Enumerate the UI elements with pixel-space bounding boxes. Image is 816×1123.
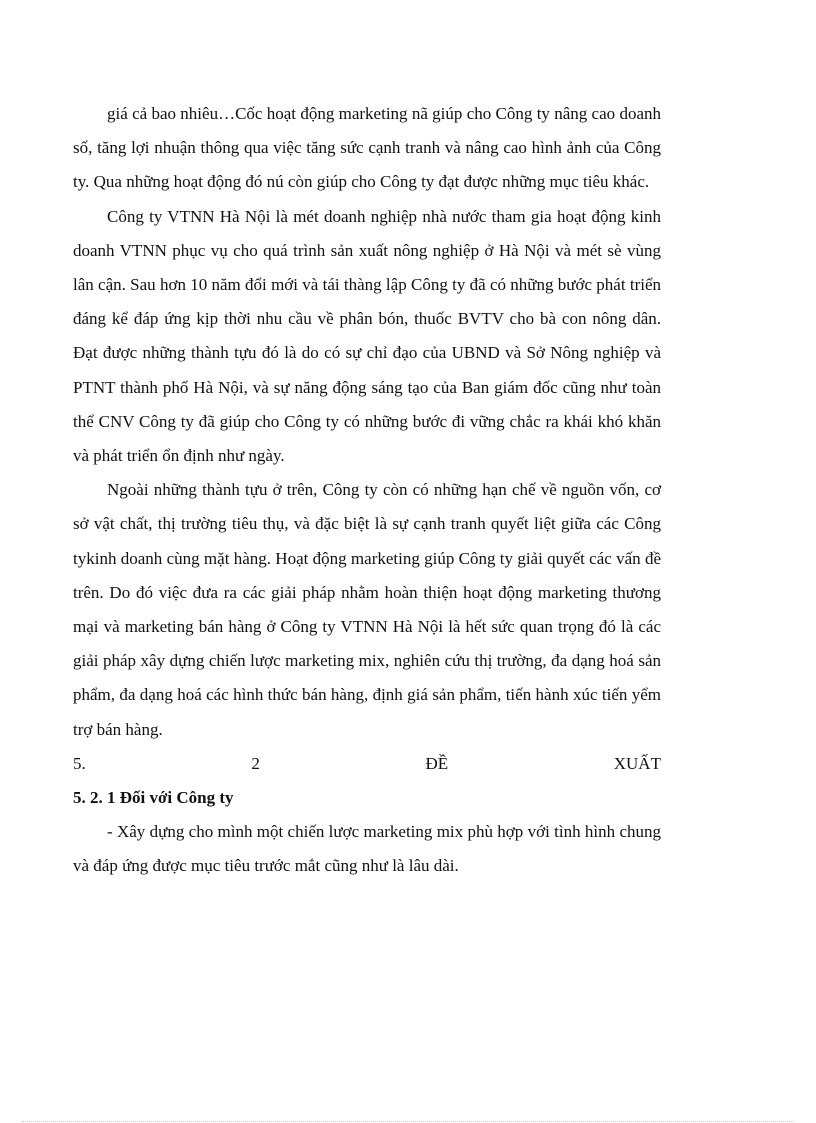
paragraph-marketing-benefits: giá cả bao nhiêu…Cốc hoạt động marketing nã giúp cho Công ty nâng cao doanh số, tăng lợi nhuận thông qua việc tăng sức cạnh tranh và nâng cao hình ảnh của Công ty. Qua những hoạt động đó nú còn giúp cho Công ty đạt được những mục tiêu khác.: [73, 104, 661, 192]
paragraph-limitations-solutions: Ngoài những thành tựu ở trên, Công ty còn có những hạn chế về nguồn vốn, cơ sở vật chất, thị trường tiêu thụ, và đặc biệt là sự cạnh tranh quyết liệt giữa các Công tykinh doanh cùng mặt hàng. Hoạt động marketing giúp Công ty giải quyết các vấn đề trên. Do đó việc đưa ra các giải pháp nhằm hoàn thiện hoạt động marketing thương mại và marketing bán hàng ở Công ty VTNN Hà Nội là hết sức quan trọng đó là các giải pháp xây dựng chiến lược marketing mix, nghiên cứu thị trường, đa dạng hoá sản phẩm, đa dạng hoá các hình thức bán hàng, định giá sản phẩm, tiến hành xúc tiến yểm trợ bán hàng.: [73, 480, 661, 739]
section-heading-proposal: [73, 747, 661, 781]
section-heading-part-word-1: ĐỀ: [425, 753, 449, 773]
paragraph-company-overview: Công ty VTNN Hà Nội là mét doanh nghiệp nhà nước tham gia hoạt động kinh doanh VTNN phục vụ cho quá trình sản xuất nông nghiệp ở Hà Nội và mét sè vùng lân cận. Sau hơn 10 năm đổi mới và tái thàng lập Công ty đã có những bước phát triển đáng kể đáp ứng kịp thời nhu cầu về phân bón, thuốc BVTV cho bà con nông dân. Đạt được những thành tựu đó là do có sự chỉ đạo của UBND và Sở Nông nghiệp và PTNT thành phố Hà Nội, và sự năng động sáng tạo của Ban giám đốc cũng như toàn thể CNV Công ty đã giúp cho Công ty có những bước đi vững chắc ra khái khó khăn và phát triển ổn định như ngày.: [73, 206, 661, 466]
paragraph-proposal-item: - Xây dựng cho mình một chiến lược marketing mix phù hợp với tình hình chung và đáp ứng được mục tiêu trước mắt cũng như là lâu dài.: [73, 822, 661, 876]
section-heading-part-subnumber: 2: [251, 753, 260, 773]
section-heading-part-number: 5.: [73, 753, 86, 773]
page-bottom-divider: [22, 1121, 794, 1122]
section-heading-part-word-2: XUẤT: [613, 753, 661, 773]
subsection-heading: 5. 2. 1 Đối với Công ty: [73, 788, 234, 808]
document-body: [73, 97, 661, 884]
